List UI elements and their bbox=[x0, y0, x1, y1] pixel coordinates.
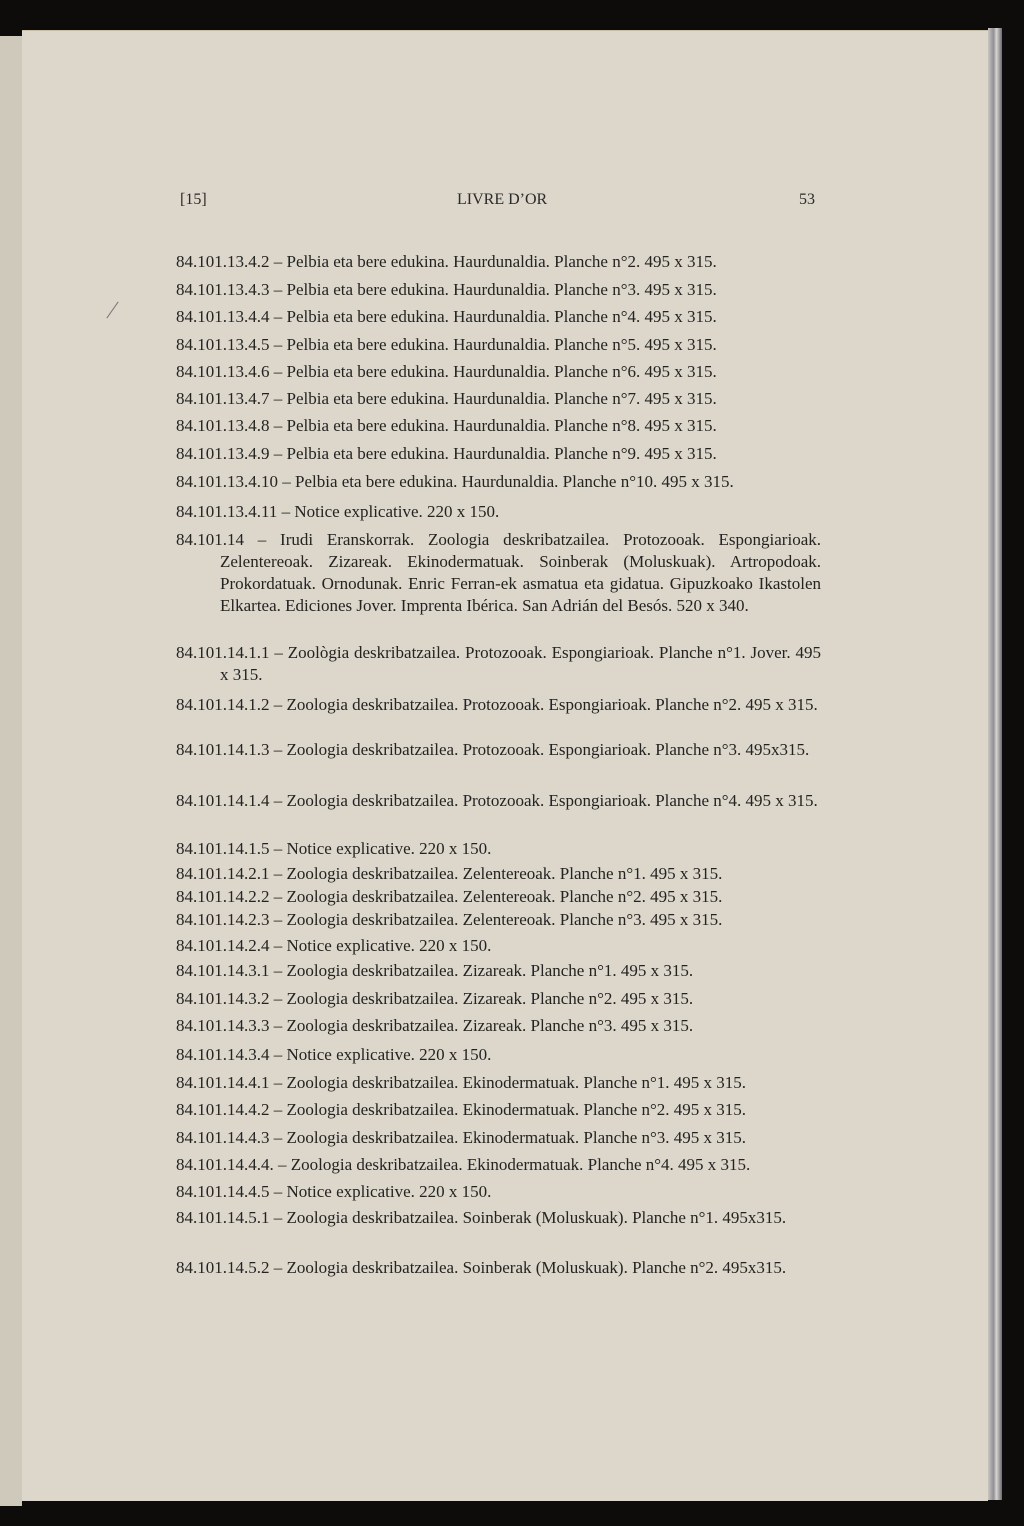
previous-page-edge bbox=[0, 36, 22, 1506]
catalog-entry: 84.101.14.1.5 – Notice explicative. 220 x 150. bbox=[176, 839, 492, 858]
catalog-entry: 84.101.14.1.2 – Zoologia deskribatzailea. Protozooak. Espongiarioak. Planche n°2. 495 x 315. bbox=[176, 695, 818, 714]
catalog-entry: 84.101.14.3.4 – Notice explicative. 220 x 150. bbox=[176, 1045, 492, 1064]
catalog-entry: 84.101.14.2.1 – Zoologia deskribatzailea. Zelentereoak. Planche n°1. 495 x 315. bbox=[176, 864, 723, 883]
catalog-entry: 84.101.14.1.3 – Zoologia deskribatzailea. Protozooak. Espongiarioak. Planche n°3. 495x315. bbox=[176, 740, 810, 759]
catalog-entry: 84.101.14.3.1 – Zoologia deskribatzailea. Zizareak. Planche n°1. 495 x 315. bbox=[176, 961, 694, 980]
catalog-entry: 84.101.14.5.2 – Zoologia deskribatzailea. Soinberak (Moluskuak). Planche n°2. 495x315. bbox=[176, 1258, 787, 1277]
catalog-entry: 84.101.13.4.8 – Pelbia eta bere edukina. Haurdunaldia. Planche n°8. 495 x 315. bbox=[176, 416, 717, 435]
catalog-entry: 84.101.13.4.6 – Pelbia eta bere edukina. Haurdunaldia. Planche n°6. 495 x 315. bbox=[176, 362, 717, 381]
catalog-entry: 84.101.13.4.2 – Pelbia eta bere edukina. Haurdunaldia. Planche n°2. 495 x 315. bbox=[176, 252, 717, 271]
catalog-entry: 84.101.14.2.3 – Zoologia deskribatzailea. Zelentereoak. Planche n°3. 495 x 315. bbox=[176, 910, 723, 929]
catalog-entry: 84.101.14.5.1 – Zoologia deskribatzailea. Soinberak (Moluskuak). Planche n°1. 495x315. bbox=[176, 1208, 787, 1227]
page-number: 53 bbox=[799, 191, 815, 208]
catalog-entry: 84.101.14.4.1 – Zoologia deskribatzailea. Ekinodermatuak. Planche n°1. 495 x 315. bbox=[176, 1073, 747, 1092]
catalog-entry: 84.101.13.4.4 – Pelbia eta bere edukina. Haurdunaldia. Planche n°4. 495 x 315. bbox=[176, 307, 717, 326]
catalog-entry: 84.101.14.2.2 – Zoologia deskribatzailea. Zelentereoak. Planche n°2. 495 x 315. bbox=[176, 887, 723, 906]
catalog-entry: 84.101.13.4.3 – Pelbia eta bere edukina. Haurdunaldia. Planche n°3. 495 x 315. bbox=[176, 280, 717, 299]
header-title: LIVRE D’OR bbox=[457, 191, 548, 208]
catalog-entry: 84.101.13.4.9 – Pelbia eta bere edukina. Haurdunaldia. Planche n°9. 495 x 315. bbox=[176, 444, 717, 463]
catalog-entry: 84.101.13.4.5 – Pelbia eta bere edukina. Haurdunaldia. Planche n°5. 495 x 315. bbox=[176, 335, 717, 354]
catalog-entry: 84.101.14.4.3 – Zoologia deskribatzailea. Ekinodermatuak. Planche n°3. 495 x 315. bbox=[176, 1128, 747, 1147]
catalog-entry: 84.101.13.4.10 – Pelbia eta bere edukina. Haurdunaldia. Planche n°10. 495 x 315. bbox=[176, 472, 734, 491]
catalog-entry: 84.101.14.3.3 – Zoologia deskribatzailea. Zizareak. Planche n°3. 495 x 315. bbox=[176, 1016, 694, 1035]
catalog-entry: 84.101.13.4.7 – Pelbia eta bere edukina. Haurdunaldia. Planche n°7. 495 x 315. bbox=[176, 389, 717, 408]
catalog-entry: 84.101.13.4.11 – Notice explicative. 220 x 150. bbox=[176, 502, 500, 521]
catalog-entry: 84.101.14.4.5 – Notice explicative. 220 x 150. bbox=[176, 1182, 492, 1201]
catalog-entry: 84.101.14.4.2 – Zoologia deskribatzailea. Ekinodermatuak. Planche n°2. 495 x 315. bbox=[176, 1100, 747, 1119]
catalog-entry: 84.101.14.4.4. – Zoologia deskribatzailea. Ekinodermatuak. Planche n°4. 495 x 315. bbox=[176, 1155, 751, 1174]
catalog-entry: 84.101.14.1.4 – Zoologia deskribatzailea. Protozooak. Espongiarioak. Planche n°4. 495 x 315. bbox=[176, 791, 818, 810]
page-stack-edge bbox=[988, 28, 1002, 1500]
catalog-entry: 84.101.14.2.4 – Notice explicative. 220 x 150. bbox=[176, 936, 492, 955]
catalog-entry: 84.101.14 – Irudi Eranskorrak. Zoologia deskribatzailea. Protozooak. Espongiarioak. Zelentereoak. Zizareak. Ekinodermatuak. Soinberak (Moluskuak). Artropodoak. Prokordatuak. Ornodunak. Enric Ferran-ek asmatua eta gidatua. Gipuzkoako Ikastolen Elkartea. Ediciones Jover. Imprenta Ibérica. San Adrián del Besós. 520 x 340. bbox=[176, 530, 821, 615]
header-section-number: [15] bbox=[180, 191, 207, 208]
catalog-entry: 84.101.14.1.1 – Zoològia deskribatzailea. Protozooak. Espongiarioak. Planche n°1. Jover. 495 x 315. bbox=[176, 643, 821, 684]
catalog-entry: 84.101.14.3.2 – Zoologia deskribatzailea. Zizareak. Planche n°2. 495 x 315. bbox=[176, 989, 694, 1008]
